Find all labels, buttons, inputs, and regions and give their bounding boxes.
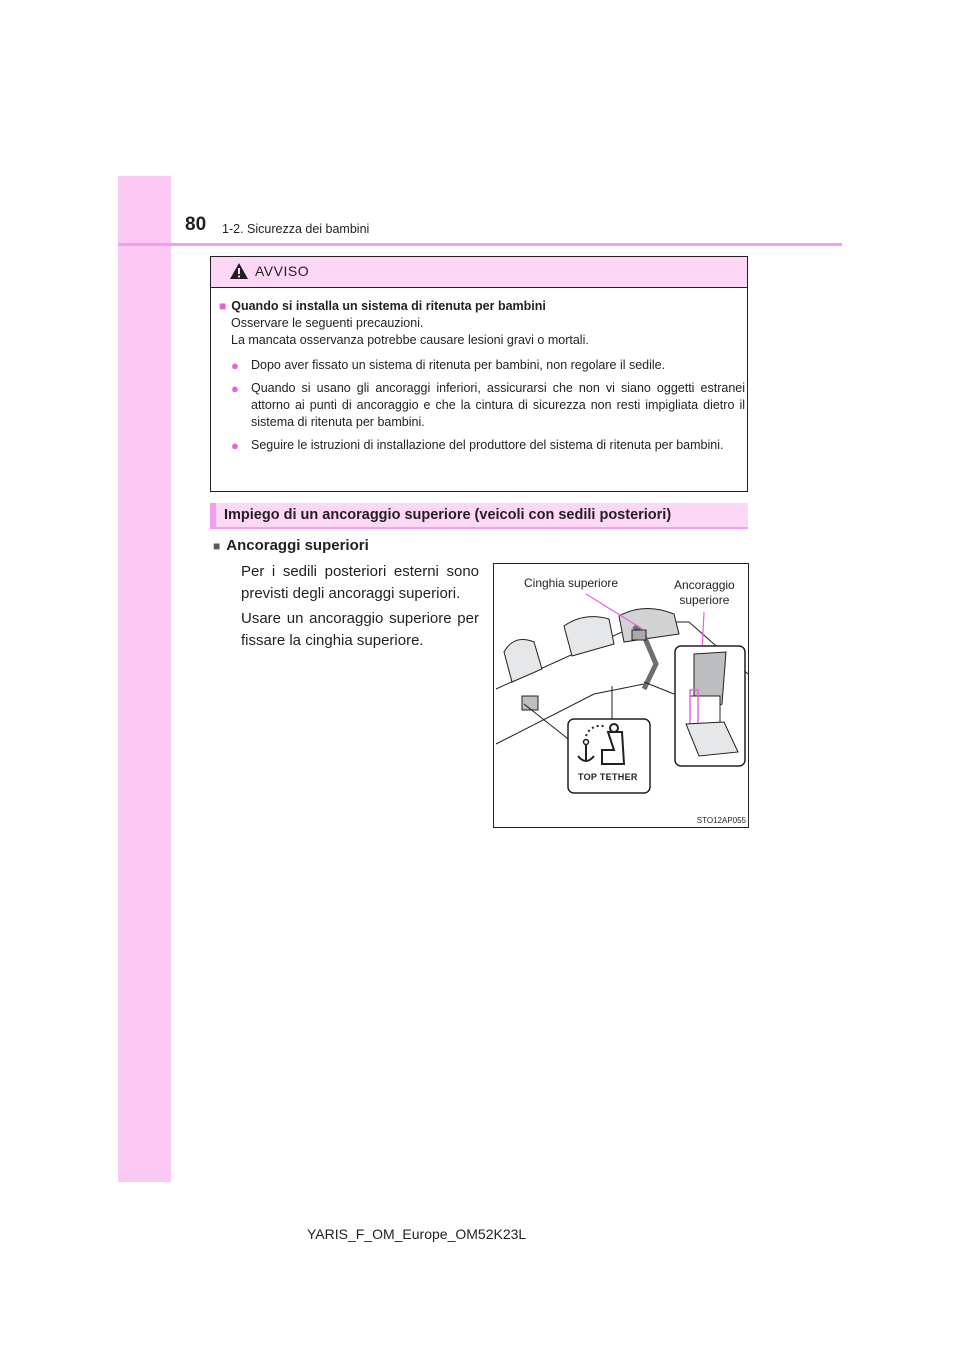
list-item: ● Dopo aver fissato un sistema di ritenuta per bambini, non regolare il sedile. bbox=[219, 357, 745, 374]
warning-intro-1: Osservare le seguenti precauzioni. bbox=[231, 316, 424, 330]
page-number: 80 bbox=[185, 214, 207, 235]
header-rule bbox=[118, 243, 842, 246]
section-title: 1-2. Sicurezza dei bambini bbox=[222, 222, 370, 236]
label-top-strap: Cinghia superiore bbox=[524, 576, 619, 590]
square-bullet-icon: ■ bbox=[219, 299, 227, 313]
warning-header bbox=[211, 257, 747, 288]
circle-bullet-icon: ● bbox=[231, 381, 239, 396]
warning-triangle-icon bbox=[229, 262, 249, 280]
warning-body bbox=[219, 298, 745, 460]
top-tether-illustration bbox=[493, 563, 749, 828]
paragraph-2: Usare un ancoraggio superiore per fissare la cinghia superiore. bbox=[241, 610, 479, 649]
label-top-anchor: Ancoraggio superiore bbox=[674, 578, 735, 607]
paragraph-1: Per i sedili posteriori esterni sono previsti degli ancoraggi superiori. bbox=[241, 563, 479, 602]
square-bullet-icon: ■ bbox=[213, 539, 221, 553]
figure-code: STO12AP055 bbox=[696, 816, 746, 825]
list-item: ● Quando si usano gli ancoraggi inferiori, assicurarsi che non vi siano oggetti estranei attorno ai punti di ancoraggio e che la cintura di sicurezza non resti impigliata dietro il sistema di ritenuta per bambini. bbox=[219, 380, 745, 431]
warning-subtitle: Quando si installa un sistema di ritenuta per bambini bbox=[231, 299, 546, 313]
warning-box bbox=[210, 256, 748, 492]
footer-doc-id: YARIS_F_OM_Europe_OM52K23L bbox=[307, 1226, 527, 1242]
section-heading-bar bbox=[210, 503, 748, 529]
warning-intro-2: La mancata osservanza potrebbe causare lesioni gravi o mortali. bbox=[231, 333, 589, 347]
side-color-strip bbox=[118, 176, 171, 1182]
circle-bullet-icon: ● bbox=[231, 358, 239, 373]
warning-title: AVVISO bbox=[255, 263, 310, 279]
warning-bullet-list bbox=[219, 357, 745, 454]
circle-bullet-icon: ● bbox=[231, 438, 239, 453]
list-item: ● Seguire le istruzioni di installazione del produttore del sistema di ritenuta per bambini. bbox=[219, 437, 745, 454]
subsection-heading: ■ Ancoraggi superiori bbox=[213, 537, 369, 554]
top-tether-sign-text: TOP TETHER bbox=[578, 772, 638, 782]
section-heading: Impiego di un ancoraggio superiore (veicoli con sedili posteriori) bbox=[224, 507, 672, 523]
